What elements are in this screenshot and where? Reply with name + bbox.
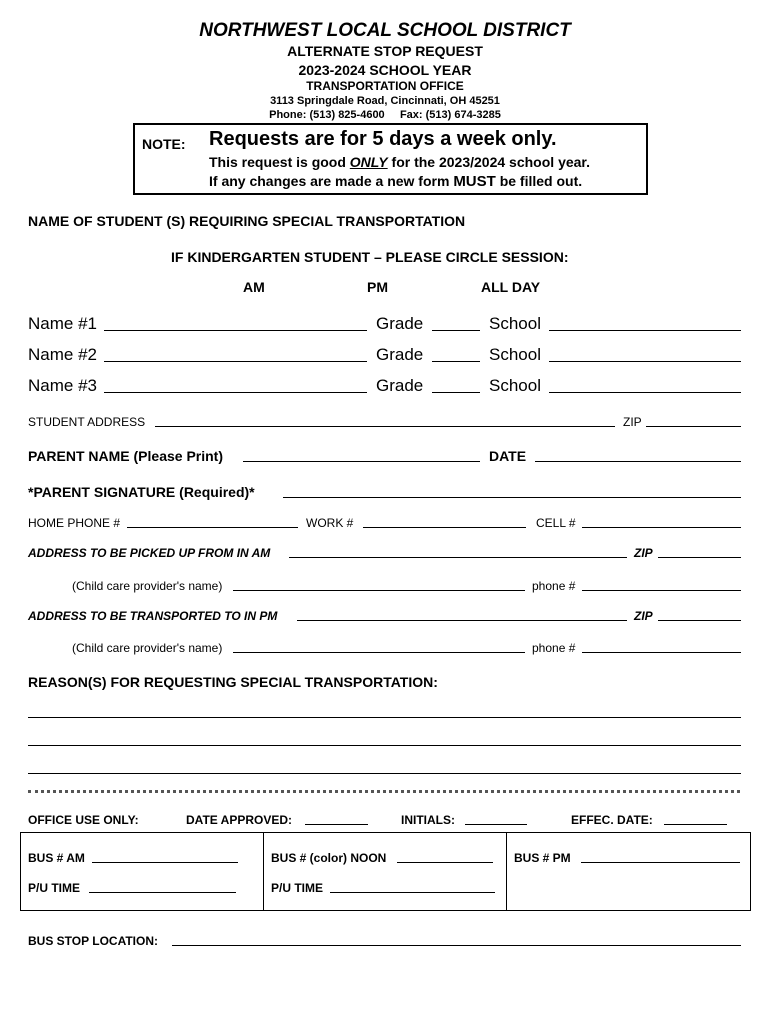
bus-table — [20, 832, 751, 911]
bus-am-label: BUS # AM — [28, 851, 85, 865]
name-2-label: Name #2 — [28, 345, 97, 364]
parent-name-field[interactable] — [243, 461, 480, 462]
note-line-3: If any changes are made a new form MUST be filled out. — [209, 173, 583, 190]
note-label: NOTE: — [142, 136, 186, 152]
pu-time-am-label: P/U TIME — [28, 881, 81, 895]
pm-phone-field[interactable] — [582, 652, 741, 653]
date-label: DATE — [489, 448, 527, 464]
grade-3-label: Grade — [376, 376, 424, 395]
grade-1-label: Grade — [376, 314, 424, 333]
home-phone-label: HOME PHONE # — [28, 516, 121, 530]
date-field[interactable] — [535, 461, 741, 462]
name-1-label: Name #1 — [28, 314, 97, 333]
school-2-field[interactable] — [549, 361, 741, 362]
session-am[interactable]: AM — [243, 279, 265, 295]
bus-table-divider-2 — [506, 832, 507, 910]
pm-provider-label: (Child care provider's name) — [72, 641, 223, 655]
parent-signature-field[interactable] — [283, 497, 741, 498]
note-box — [133, 123, 648, 195]
bus-pm-field[interactable] — [581, 862, 740, 863]
reason-line-3[interactable] — [28, 773, 741, 774]
am-provider-field[interactable] — [233, 590, 525, 591]
grade-2-field[interactable] — [432, 361, 480, 362]
name-1-field[interactable] — [104, 330, 367, 331]
am-provider-label: (Child care provider's name) — [72, 579, 223, 593]
student-address-field[interactable] — [155, 426, 615, 427]
note-headline: Requests are for 5 days a week only. — [209, 128, 557, 150]
am-zip-label: ZIP — [634, 546, 653, 560]
bus-pm-label: BUS # PM — [514, 851, 571, 865]
date-approved-field[interactable] — [305, 824, 368, 825]
am-pickup-label: ADDRESS TO BE PICKED UP FROM IN AM — [28, 546, 271, 560]
pu-time-noon-field[interactable] — [330, 892, 495, 893]
home-phone-field[interactable] — [127, 527, 298, 528]
reasons-heading: REASON(S) FOR REQUESTING SPECIAL TRANSPORTATION: — [28, 674, 438, 690]
student-zip-field[interactable] — [646, 426, 741, 427]
name-2-field[interactable] — [104, 361, 367, 362]
school-2-label: School — [489, 345, 541, 364]
office-address: 3113 Springdale Road, Cincinnati, OH 45251 — [270, 95, 500, 107]
grade-3-field[interactable] — [432, 392, 480, 393]
school-3-field[interactable] — [549, 392, 741, 393]
kindergarten-prompt: IF KINDERGARTEN STUDENT – PLEASE CIRCLE SESSION: — [171, 249, 569, 265]
parent-signature-label: *PARENT SIGNATURE (Required)* — [28, 484, 255, 500]
session-all-day[interactable]: ALL DAY — [481, 279, 541, 295]
am-zip-field[interactable] — [658, 557, 741, 558]
pm-transport-label: ADDRESS TO BE TRANSPORTED TO IN PM — [28, 609, 278, 623]
pm-provider-field[interactable] — [233, 652, 525, 653]
am-phone-field[interactable] — [582, 590, 741, 591]
district-title: NORTHWEST LOCAL SCHOOL DISTRICT — [199, 20, 571, 41]
name-3-label: Name #3 — [28, 376, 97, 395]
pm-phone-label: phone # — [532, 641, 576, 655]
name-3-field[interactable] — [104, 392, 367, 393]
cell-phone-label: CELL # — [536, 516, 576, 530]
effec-date-label: EFFEC. DATE: — [571, 813, 653, 827]
pu-time-am-field[interactable] — [89, 892, 236, 893]
office-divider — [28, 790, 740, 793]
pm-zip-field[interactable] — [658, 620, 741, 621]
bus-stop-location-field[interactable] — [172, 945, 741, 946]
reason-line-2[interactable] — [28, 745, 741, 746]
grade-1-field[interactable] — [432, 330, 480, 331]
cell-phone-field[interactable] — [582, 527, 741, 528]
note-line-2: This request is good ONLY for the 2023/2024 school year. — [209, 154, 590, 170]
am-pickup-field[interactable] — [289, 557, 627, 558]
form-title: ALTERNATE STOP REQUEST — [287, 43, 483, 59]
initials-field[interactable] — [465, 824, 527, 825]
grade-2-label: Grade — [376, 345, 424, 364]
pu-time-noon-label: P/U TIME — [271, 881, 324, 895]
student-zip-label: ZIP — [623, 415, 642, 429]
bus-table-divider-1 — [263, 832, 264, 910]
bus-am-field[interactable] — [92, 862, 238, 863]
school-year: 2023-2024 SCHOOL YEAR — [298, 62, 472, 78]
pm-zip-label: ZIP — [634, 609, 653, 623]
office-name: TRANSPORTATION OFFICE — [306, 79, 464, 93]
work-phone-label: WORK # — [306, 516, 354, 530]
bus-noon-field[interactable] — [397, 862, 493, 863]
school-3-label: School — [489, 376, 541, 395]
reason-line-1[interactable] — [28, 717, 741, 718]
bus-noon-label: BUS # (color) NOON — [271, 851, 387, 865]
initials-label: INITIALS: — [401, 813, 455, 827]
office-use-label: OFFICE USE ONLY: — [28, 813, 139, 827]
date-approved-label: DATE APPROVED: — [186, 813, 293, 827]
session-pm[interactable]: PM — [367, 279, 388, 295]
effec-date-field[interactable] — [664, 824, 727, 825]
pm-transport-field[interactable] — [297, 620, 627, 621]
parent-name-label: PARENT NAME (Please Print) — [28, 448, 223, 464]
work-phone-field[interactable] — [363, 527, 526, 528]
office-phone-fax: Phone: (513) 825-4600 Fax: (513) 674-3285 — [269, 109, 501, 121]
school-1-label: School — [489, 314, 541, 333]
student-address-label: STUDENT ADDRESS — [28, 415, 146, 429]
bus-stop-location-label: BUS STOP LOCATION: — [28, 934, 159, 948]
students-heading: NAME OF STUDENT (S) REQUIRING SPECIAL TRANSPORTATION — [28, 213, 466, 229]
am-phone-label: phone # — [532, 579, 576, 593]
school-1-field[interactable] — [549, 330, 741, 331]
